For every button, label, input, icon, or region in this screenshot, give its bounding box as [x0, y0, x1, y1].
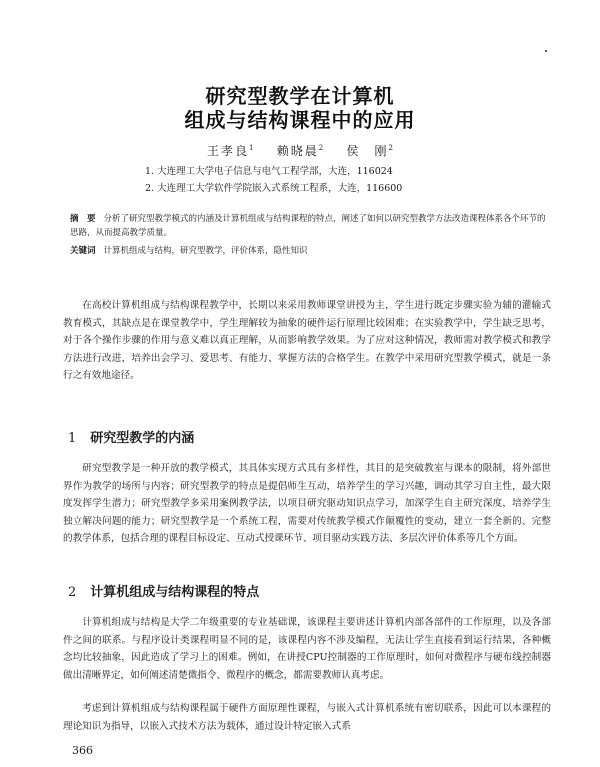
paper-title-line-2: 组成与结构课程中的应用 [184, 108, 416, 132]
section-heading-1 [68, 427, 194, 446]
abstract-text: 分析了研究型教学模式的内涵及计算机组成与结构课程的特点，阐述了如何以研究型教学方法改造课程体系各个环节的思路，从而提高教学质量。 [70, 214, 546, 238]
section-title: 研究型教学的内涵 [90, 431, 195, 446]
intro-paragraph: 在高校计算机组成与结构课程教学中，长期以来采用教师课堂讲授为主，学生进行既定步骤实验为辅的灌输式教育模式，其缺点是在课堂教学中，学生理解较为抽象的硬件运行原理比较困难；在实验教学中，学生缺乏思考，对于各个操作步骤的作用与意义难以真正理解，从而影响教学效果。为了应对这种情况，教师需对教学模式和教学方法进行改进，培养出会学习、爱思考、有能力、掌握方法的合格学生。在教学中采用研究型教学模式，就是一条行之有效地途径。 [63, 300, 551, 382]
author-name: 赖晓晨 [276, 144, 319, 158]
section-heading-2 [68, 581, 259, 600]
section-1-paragraph: 研究型教学是一种开放的教学模式，其具体实现方式具有多样性，其目的是突破教室与课本的限制，将外部世界作为教学的场所与内容；研究型教学的特点是提倡师生互动，培养学生的学习兴趣，调动其学习自主性，最大限度发挥学生潜力；研究型教学多采用案例教学法，以项目研究驱动知识点学习，加深学生自主研究深度，培养学生独立解决问题的能力；研究型教学是一个系统工程，需要对传统教学模式作颠覆性的变动，建立一套全新的、完整的教学体系，包括合理的课程目标设定、互动式授课环节、项目驱动实践方法、多层次评价体系等几个方面。 [63, 463, 551, 545]
keywords [70, 244, 548, 258]
section-number: 2 [68, 585, 77, 600]
scan-dot [545, 50, 547, 52]
section-2-paragraph-1: 计算机组成与结构是大学二年级重要的专业基础课，该课程主要讲述计算机内部各部件的工作原理，以及各部件之间的联系。与程序设计类课程明显不同的是，该课程内容不涉及编程，无法让学生直接看到运行结果，各种概念均比较抽象，因此造成了学习上的困难。例如，在讲授CPU控制器的工作原理时，如何对微程序与硬布线控制器做出清晰界定，如何阐述清楚微指令、微程序的概念，都需要教师认真考虑。 [63, 617, 551, 681]
keywords-text: 计算机组成与结构，研究型教学，评价体系，隐性知识 [103, 246, 308, 256]
page-number: 366 [72, 744, 93, 757]
author-name: 侯 刚 [346, 144, 389, 158]
paper-title-line-1: 研究型教学在计算机 [205, 84, 395, 108]
abstract [70, 212, 548, 240]
author-affil-mark: 1 [249, 144, 254, 152]
section-2-paragraph-2: 考虑到计算机组成与结构课程属于硬件方面原理性课程，与嵌入式计算机系统有密切联系，因此可以本课程的理论知识为指导，以嵌入式技术方法为载体，通过设计特定嵌入式系 [63, 703, 551, 732]
section-title: 计算机组成与结构课程的特点 [90, 585, 260, 600]
author-affil-mark: 2 [318, 144, 324, 152]
author-affil-mark: 2 [388, 144, 393, 152]
author-list [0, 142, 600, 159]
affiliation-1: 1. 大连理工大学电子信息与电气工程学部，大连，116024 [145, 166, 393, 177]
author-name: 王孝良 [207, 144, 250, 158]
section-number: 1 [68, 431, 77, 446]
keywords-label: 关键词 [70, 246, 96, 256]
abstract-label: 摘 要 [70, 214, 96, 224]
affiliation-2: 2. 大连理工大学软件学院嵌入式系统工程系，大连，116600 [145, 183, 403, 194]
